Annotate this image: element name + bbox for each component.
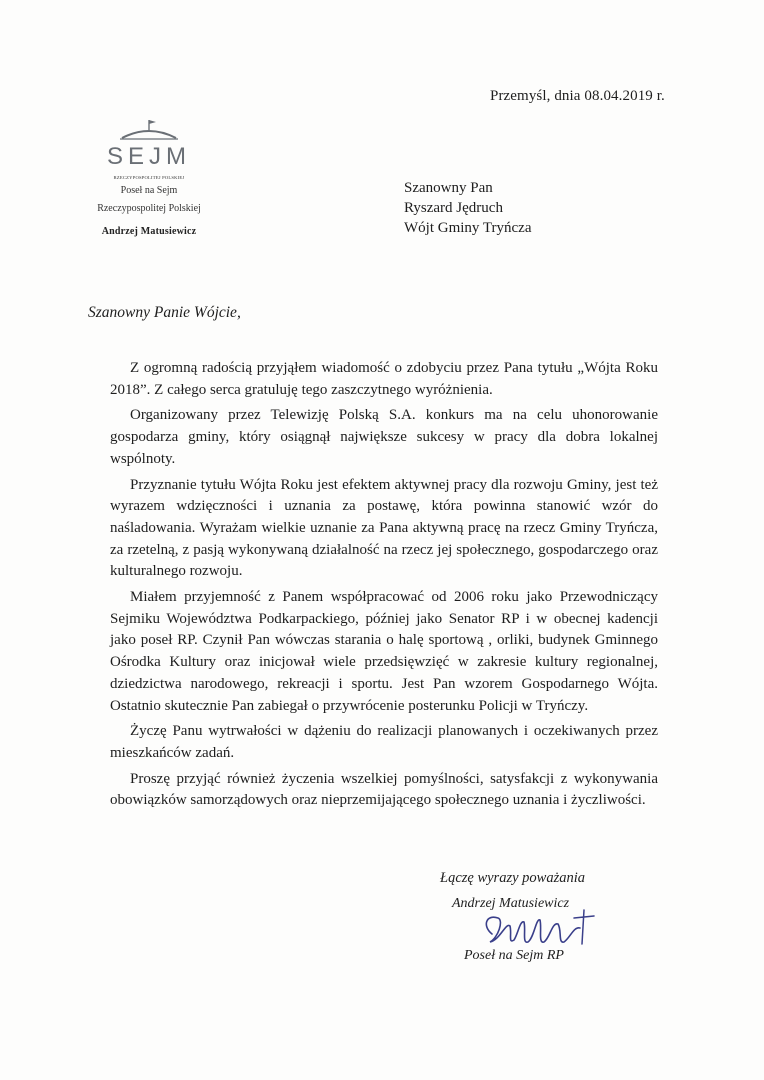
paragraph-2: Organizowany przez Telewizję Polską S.A. konkurs ma na celu uhonorowanie gospodarza gminy, który osiągnął największe sukcesy w pracy dla dobra lokalnej wspólnoty. bbox=[110, 407, 658, 467]
letterhead-name: Andrzej Matusiewicz bbox=[101, 226, 197, 237]
salutation: Szanowny Panie Wójcie, bbox=[88, 304, 241, 321]
logo-text: SEJM bbox=[106, 143, 192, 170]
paragraph-1: Z ogromną radością przyjąłem wiadomość o zdobyciu przez Pana tytułu „Wójta Roku 2018”. Z całego serca gratuluję tego zaszczytnego wyróżnienia. bbox=[110, 360, 658, 398]
letter-body bbox=[110, 358, 658, 816]
recipient-line1: Szanowny Pan bbox=[404, 180, 493, 196]
paragraph-6: Proszę przyjąć również życzenia wszelkiej pomyślności, satysfakcji z wykonywania obowiązków samorządowych oraz nieprzemijającego społecznego uznania i życzliwości. bbox=[110, 770, 658, 809]
place-date: Przemyśl, dnia 08.04.2019 r. bbox=[490, 88, 665, 104]
logo-subtitle: RZECZYPOSPOLITEJ POLSKIEJ bbox=[113, 175, 185, 180]
letterhead-line1: Poseł na Sejm bbox=[120, 185, 178, 196]
paragraph-5: Życzę Panu wytrwałości w dążeniu do realizacji planowanych i oczekiwanych przez mieszkańców zadań. bbox=[110, 723, 658, 761]
recipient-block bbox=[404, 178, 532, 238]
letterhead-line2: Rzeczypospolitej Polskiej bbox=[97, 203, 201, 214]
sejm-logo bbox=[106, 118, 192, 174]
signer-title: Poseł na Sejm RP bbox=[464, 948, 564, 963]
recipient-line2: Ryszard Jędruch bbox=[404, 200, 503, 216]
paragraph-3: Przyznanie tytułu Wójta Roku jest efektem aktywnej pracy dla rozwoju Gminy, jest też wyrazem wdzięczności i uznania za postawę, która powinna stanowić wzór do naśladowania. Wyrażam wielkie uznanie za Pana aktywną pracę na rzecz Gminy Tryńcza, za rzetelną, z pasją wykonywaną działalność na rzecz jej społecznego, gospodarczego oraz kulturalnego rozwoju. bbox=[110, 476, 658, 580]
paragraph-4: Miałem przyjemność z Panem współpracować od 2006 roku jako Przewodniczący Sejmiku Województwa Podkarpackiego, później jako Senator RP i w obecnej kadencji jako poseł RP. Czynił Pan wówczas starania o halę sportową , orliki, budynek Gminnego Ośrodka Kultury oraz inicjował wiele przedsięwzięć w zakresie kultury regionalnej, dziedzictwa narodowego, rekreacji i sportu. Jest Pan wzorem Gospodarnego Wójta. Ostatnio skutecznie Pan zabiegał o przywrócenie posterunku Policji w Tryńczy. bbox=[110, 589, 658, 714]
letterhead bbox=[84, 118, 214, 237]
recipient-line3: Wójt Gminy Tryńcza bbox=[404, 220, 532, 236]
signer-name: Andrzej Matusiewicz bbox=[452, 896, 570, 911]
closing-phrase: Łączę wyrazy poważania bbox=[440, 870, 585, 886]
